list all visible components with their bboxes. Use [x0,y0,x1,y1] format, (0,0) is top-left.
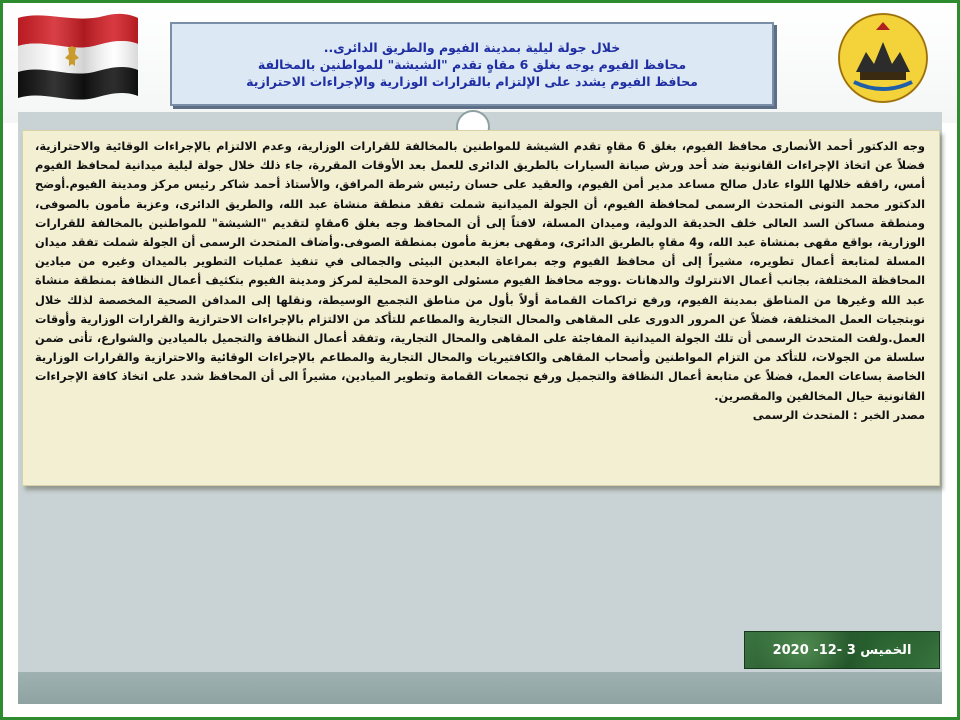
egypt-flag-icon [14,10,142,102]
headline-line-3: محافظ الفيوم يشدد على الإلتزام بالقرارات الوزارية والإجراءات الاحترازية [246,73,698,89]
article-body-box [22,130,940,486]
fayoum-governorate-emblem-icon [836,12,930,104]
headline-line-1: خلال جولة ليلية بمدينة الفيوم والطريق الدائرى.. [323,39,621,55]
headline-box [170,22,774,106]
footer-band [18,672,942,704]
headline-line-2: محافظ الفيوم يوجه بغلق 6 مقاهٍ تقدم "الشيشة" للمواطنين بالمخالفة [257,56,687,72]
article-body-text: وجه الدكتور أحمد الأنصارى محافظ الفيوم، بغلق 6 مقاهٍ تقدم الشيشة للمواطنين بالمخالفة للقرارات الوزارية، وعدم الالتزام بالإجراءات الوقائية والاحترازية، فضلاً عن اتخاذ الإجراءات القانونية ضد أحد ورش صيانة السيارات بالطريق الدائرى للعمل بعد الأوقات المقررة، جاء ذلك خلال جولة ليلية ميدانية لمحافظ الفيوم أمس، رافقه خلالها اللواء عادل صالح مساعد مدير أمن الفيوم، والعقيد على حسان رئيس شرطة المرافق، والأستاذ أحمد شاكر رئيس مركز ومدينة الفيوم.أوضح الدكتور محمد التونى المتحدث الرسمى لمحافظة الفيوم، أن الجولة الميدانية شملت تفقد منطقة منشاة عبد الله، والطريق الدائرى، وعزبة مأمون بالصوفى، ومنطقة مساكن السد العالى خلف الحديقة الدولية، وميدان المسلة، لافتاً إلى أن المحافظ وجه بغلق 6مقاهٍ لتقديم "الشيشة" للمواطنين بالمخالفة للقرارات الوزارية، بواقع مقهى بمنشاة عبد الله، و4 مقاهٍ بالطريق الدائرى، ومقهى بعزبة مأمون بمنطقة الصوفى.وأضاف المتحدث الرسمى أن الجولة شملت تفقد ميدان المسلة لمتابعة أعمال تطويره، مشيراً إلى أن محافظ الفيوم وجه بمراعاة البعدين البيئى والجمالى في تنفيذ عمليات التطوير بالميدان وغيره من ميادين المحافظة المختلفة، بجانب أعمال الانترلوك والدهانات .ووجه محافظ الفيوم مسئولى الوحدة المحلية لمركز ومدينة الفيوم بتكثيف أعمال النظافة بمنطقة منشاة عبد الله وغيرها من المناطق بمدينة الفيوم، ورفع تراكمات القمامة أولاً بأول من مناطق التجميع الوسيطة، ونقلها إلى المدافن الصحية المخصصة لذلك خلال نوبتجيات العمل المختلفة، فضلاً عن المرور الدورى على المقاهى والمحال التجارية والمطاعم للتأكد من الالتزام بالإجراءات الاحترازية والقرارات الوزارية وأوقات العمل.ولفت المتحدث الرسمى أن تلك الجولة الميدانية المفاجئة على المقاهى والمحال التجارية، وتفقد أعمال النظافة والتجميل بالميادين والشوارع، تأتى ضمن سلسلة من الجولات، للتأكد من التزام المواطنين وأصحاب المقاهى والكافتيريات والمحال التجارية والمطاعم بالإجراءات الوقائية والاحترازية والقرارات الوزارية الخاصة بساعات العمل، فضلاً عن متابعة أعمال النظافة والتجميل ورفع تجمعات القمامة وتطوير الميادين، مشيراً الى أن المحافظ شدد على اتخاذ كافة الإجراءات القانونية حيال المخالفين والمقصرين. [35,139,925,403]
article-source: مصدر الخبر : المتحدث الرسمى [752,407,925,422]
date-badge: الخميس 3 -12- 2020 [744,631,940,669]
